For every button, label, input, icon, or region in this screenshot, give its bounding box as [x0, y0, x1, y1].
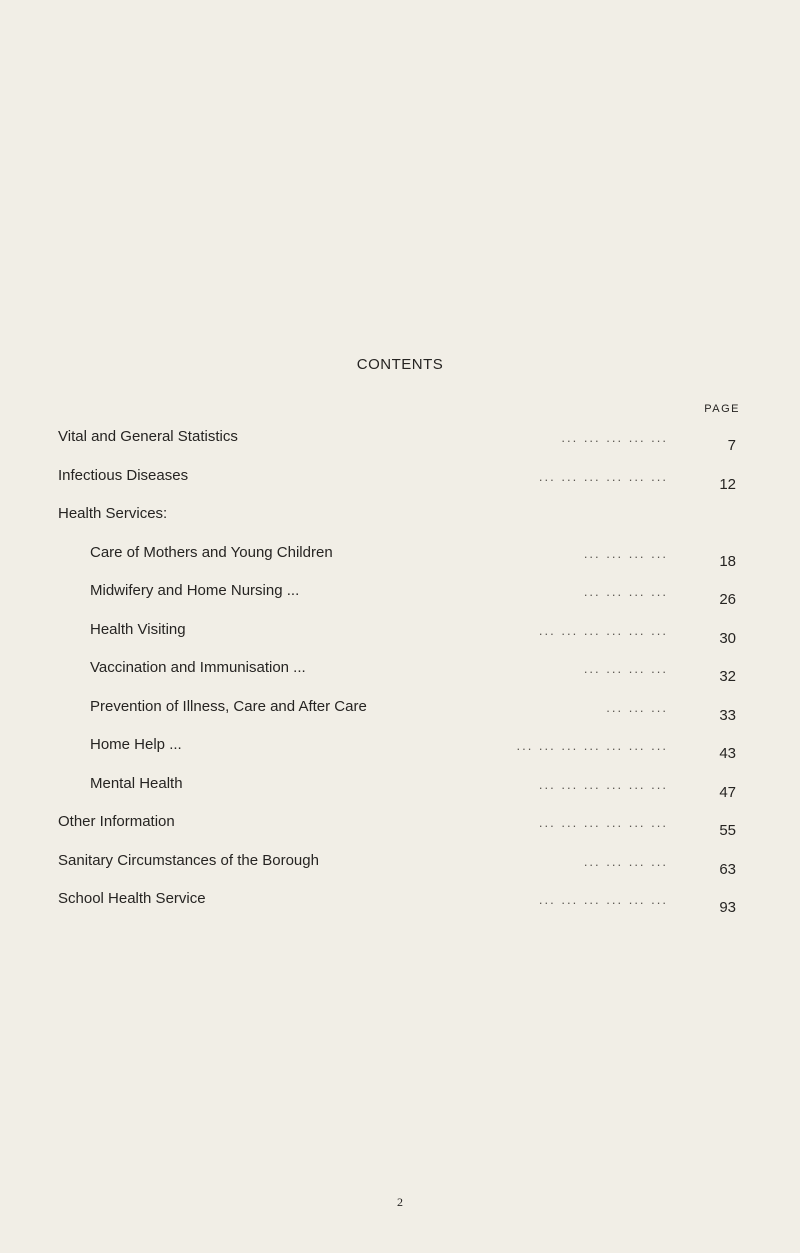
toc-entry-leader: ... ... ... ... [583, 545, 668, 561]
toc-entry [0, 890, 800, 914]
toc-entry [0, 852, 800, 876]
toc-entry-label: Health Services: [58, 505, 168, 522]
toc-entry-leader: ... ... ... ... ... ... [538, 468, 668, 484]
toc-entry-page: 63 [719, 860, 736, 878]
toc-entry [0, 428, 800, 452]
toc-entry [0, 659, 800, 683]
toc-entry-label: Mental Health [90, 774, 183, 792]
toc-entry-page: 43 [719, 745, 736, 762]
toc-entry-label: Home Help ... [90, 736, 182, 753]
toc-entry-label: Midwifery and Home Nursing ... [90, 582, 300, 599]
toc-entry [0, 467, 800, 491]
toc-entry-page: 33 [719, 706, 736, 724]
toc-entry-page: 55 [719, 822, 736, 839]
toc-entry-page: 26 [719, 591, 736, 608]
toc-entry-page: 32 [719, 668, 736, 685]
toc-entry-label: Vaccination and Immunisation ... [90, 659, 306, 676]
toc-entry-leader: ... ... ... ... ... ... [538, 622, 668, 638]
toc-entry-page: 12 [719, 475, 736, 493]
toc-entry-leader: ... ... ... ... ... ... ... [516, 738, 668, 753]
toc-entry-leader: ... ... ... ... ... [561, 430, 668, 445]
toc-entry-leader: ... ... ... ... ... ... [538, 776, 668, 792]
toc-entry-page: 47 [719, 783, 736, 801]
toc-entry-label: Health Visiting [90, 620, 186, 638]
toc-entry-leader: ... ... ... ... ... ... [538, 815, 668, 830]
toc-entry-label: School Health Service [58, 890, 206, 907]
toc-entry-leader: ... ... ... ... ... ... [538, 892, 668, 907]
toc-entry-label: Infectious Diseases [58, 466, 189, 484]
contents-title: CONTENTS [356, 356, 444, 373]
toc-entry [0, 582, 800, 606]
toc-entry-page: 18 [719, 552, 736, 570]
toc-entry [0, 813, 800, 837]
toc-entry [0, 698, 800, 722]
toc-entry-label: Vital and General Statistics [58, 428, 238, 445]
toc-entry [0, 621, 800, 645]
toc-entry [0, 505, 800, 529]
toc-entry-label: Sanitary Circumstances of the Borough [58, 851, 319, 869]
toc-entry [0, 775, 800, 799]
toc-entry-label: Care of Mothers and Young Children [90, 543, 333, 561]
toc-entry-leader: ... ... ... ... [583, 853, 668, 869]
toc-entry-label: Other Information [58, 813, 175, 830]
toc-entry-leader: ... ... ... ... [583, 661, 668, 676]
toc-entry-page: 30 [719, 629, 736, 647]
toc-entry-page: 7 [727, 437, 736, 454]
page-column-header: PAGE [704, 403, 740, 415]
toc-entry-page: 93 [719, 899, 736, 916]
toc-entry-leader: ... ... ... [606, 699, 668, 715]
page-number: 2 [397, 1195, 403, 1209]
toc-entry-leader: ... ... ... ... [583, 584, 668, 599]
toc-entry [0, 544, 800, 568]
toc-entry-label: Prevention of Illness, Care and After Care [90, 697, 367, 715]
toc-entry [0, 736, 800, 760]
